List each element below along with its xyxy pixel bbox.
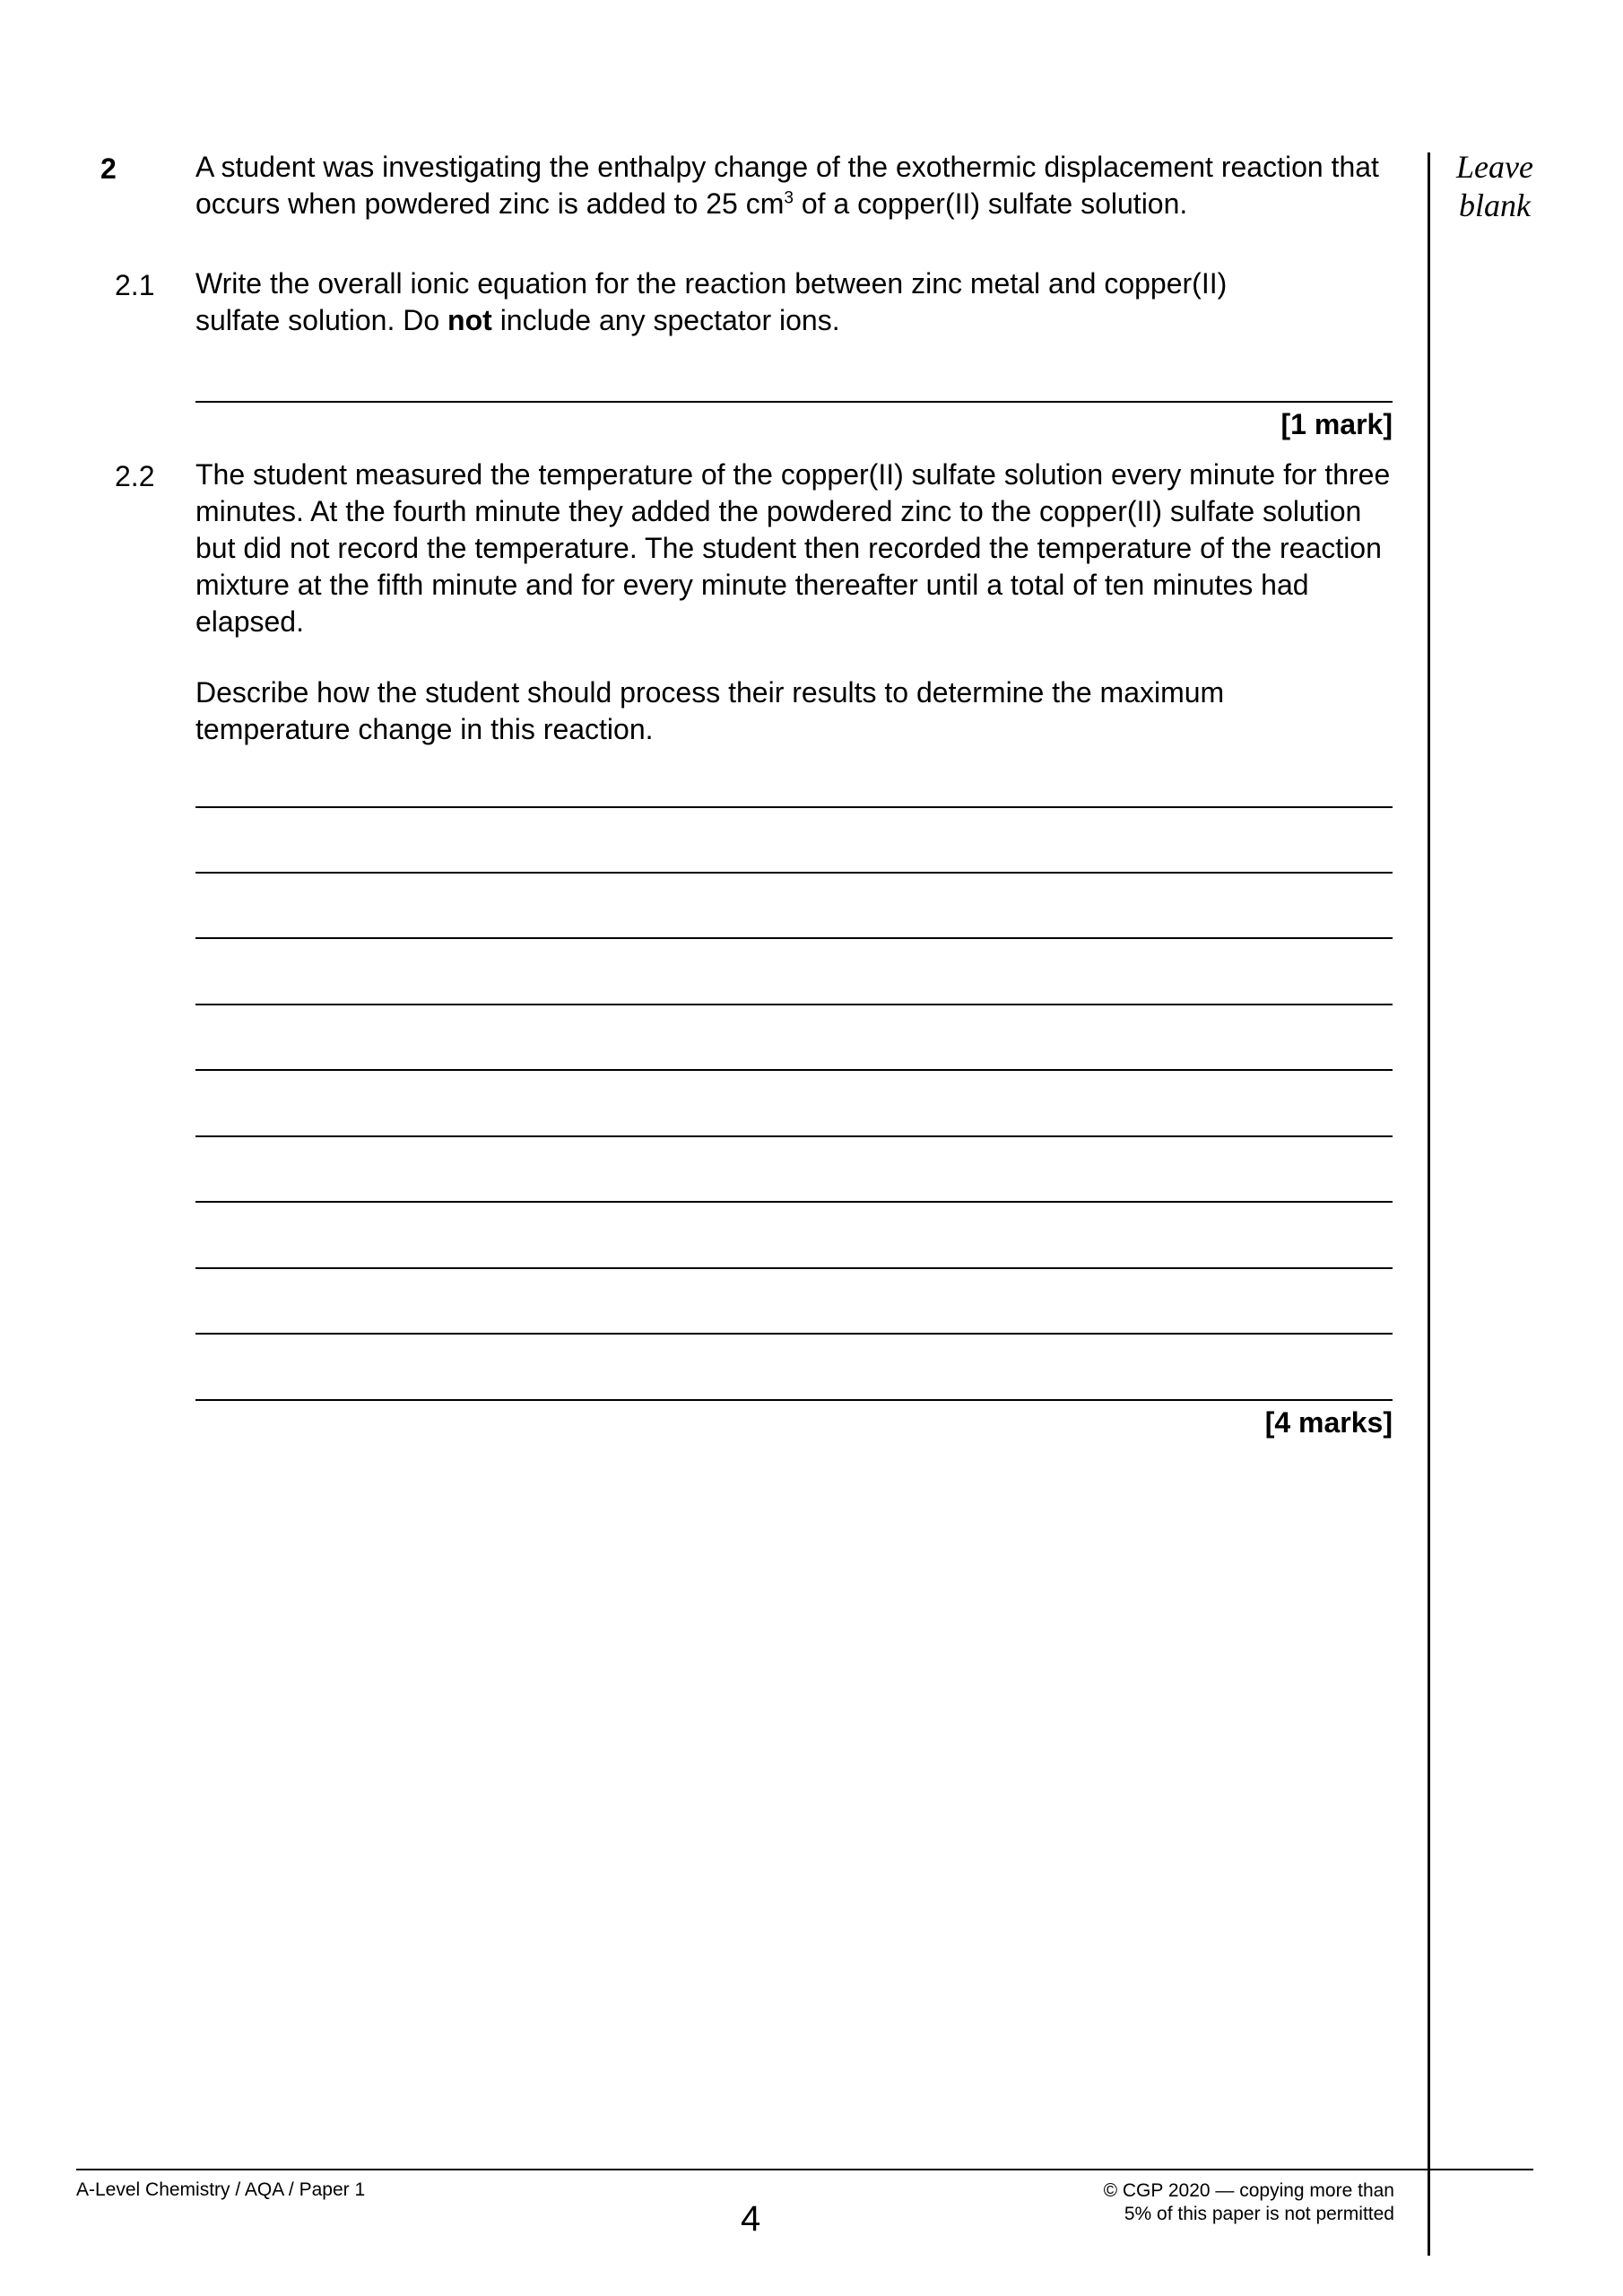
question-number: 2 [100,152,117,185]
part-2-2-text: The student measured the temperature of the copper(II) sulfate solution every minute for three minutes. At the fourth minute they added the powdered zinc to the copper(II) sulfate solution but did not record the temperature. The student then recorded the temperature of the reaction mixture at the fifth minute and for every minute thereafter until a total of ten minutes had elapsed. [195,458,1391,638]
answer-line-2-2[interactable] [195,1135,1393,1137]
footer-paper-title: A-Level Chemistry / AQA / Paper 1 [76,2179,366,2200]
part-2-1-bold-not: not [447,304,492,336]
question-intro [195,149,1393,222]
page-number: 4 [741,2199,761,2239]
marks-2-1: [1 mark] [1280,408,1393,440]
part-2-1-text [195,265,1254,339]
answer-line-2-2[interactable] [195,1267,1393,1269]
part-2-1-number: 2.1 [115,269,155,301]
answer-line-2-2[interactable] [195,1069,1393,1071]
marks-2-2: [4 marks] [1264,1406,1393,1439]
blank-label: blank [1459,187,1531,223]
answer-line-2-2[interactable] [195,806,1393,808]
answer-line-2-2[interactable] [195,872,1393,874]
answer-line-2-2[interactable] [195,1333,1393,1335]
question-intro-text: A student was investigating the enthalpy change of the exothermic displacement reaction that occurs when powdered zinc is added to 25 cm [195,151,1379,220]
cubic-superscript: 3 [784,188,794,208]
footer-copyright [1104,2179,1394,2226]
part-2-1-text-start: Write the overall ionic equation for the reaction between zinc metal and copper(II) sulfate solution. Do [195,267,1228,336]
question-intro-text-end: of a copper(II) sulfate solution. [793,187,1188,220]
leave-label: Leave [1456,149,1533,185]
answer-line-2-2[interactable] [195,1399,1393,1401]
answer-line-2-2[interactable] [195,937,1393,939]
copyright-line-2: 5% of this paper is not permitted [1124,2204,1394,2224]
copyright-line-1: © CGP 2020 — copying more than [1103,2180,1394,2201]
margin-divider [1428,152,1430,2256]
leave-blank-label [1445,148,1544,225]
part-2-2-prompt: Describe how the student should process their results to determine the maximum temperature change in this reaction. [195,676,1225,745]
part-2-2-number: 2.2 [115,460,155,492]
answer-line-2-1[interactable] [195,401,1393,403]
answer-line-2-2[interactable] [195,1201,1393,1203]
footer-rule [76,2169,1533,2170]
answer-line-2-2[interactable] [195,1004,1393,1005]
part-2-1-text-end: include any spectator ions. [491,304,840,336]
